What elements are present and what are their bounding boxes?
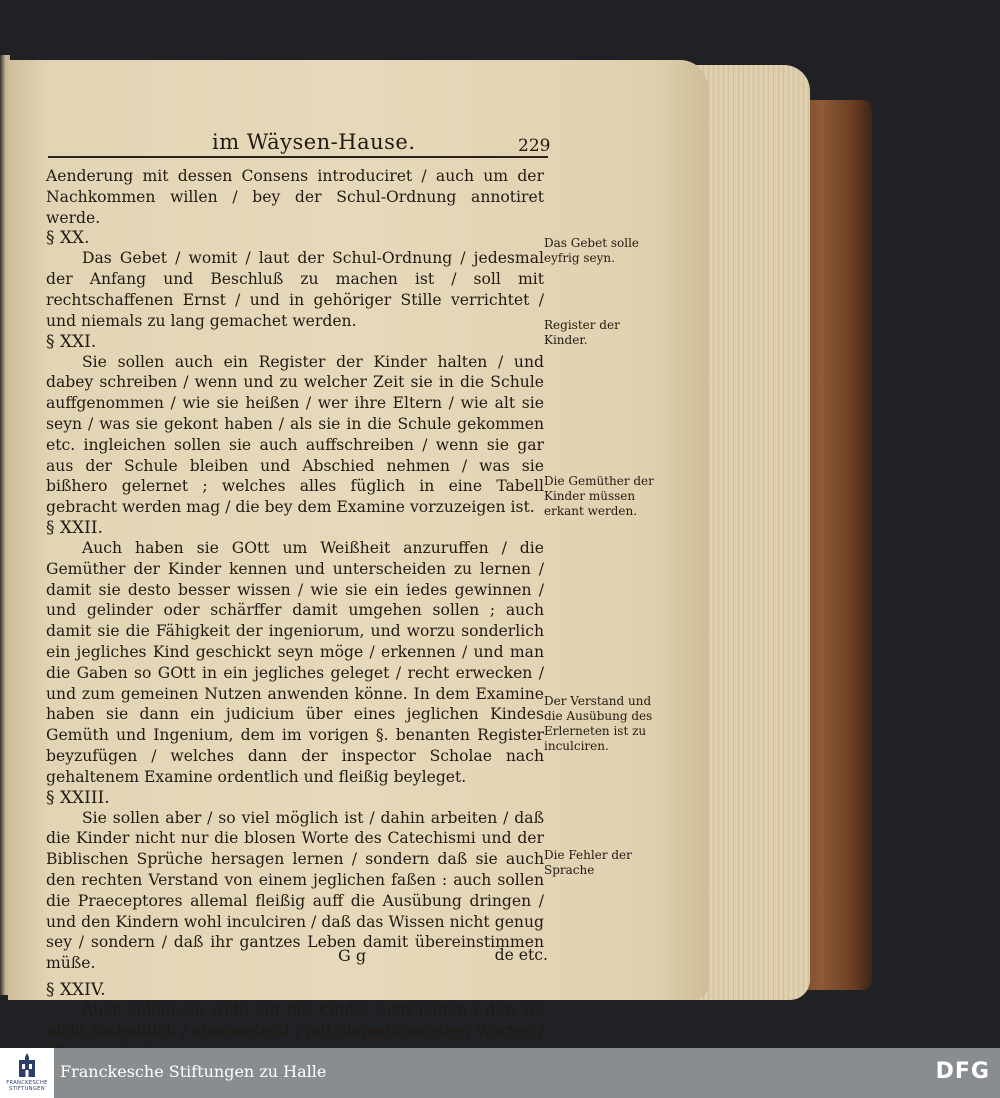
paragraph-intro: Aenderung mit dessen Consens introduciret / auch um der Nachkommen willen / bey der Schul-Ordnung annotiret werde.	[46, 167, 544, 227]
dfg-logo[interactable]: DFG	[935, 1059, 990, 1084]
section-heading-xxii: § XXII.	[46, 517, 103, 538]
page-edges	[690, 65, 810, 1000]
viewer-footer	[0, 1048, 1000, 1098]
catchword-line	[52, 946, 548, 964]
section-heading-xxiii: § XXIII.	[46, 787, 110, 808]
running-head: im Wäysen-Hause.	[212, 130, 416, 154]
main-text	[46, 166, 544, 1062]
margin-gloss-prayer: Das Gebet solle eyfrig seyn.	[544, 236, 640, 265]
section-heading-xx: § XX.	[46, 228, 90, 249]
institution-name[interactable]: Franckesche Stiftungen zu Halle	[60, 1062, 327, 1081]
header-rule	[48, 156, 548, 158]
margin-gloss-register: Register der Kinder.	[544, 318, 620, 347]
catchword: de etc.	[494, 946, 548, 964]
institution-logo[interactable]	[0, 1048, 54, 1098]
margin-gloss-understanding: Der Verstand und die Ausübung des Erlerneten ist zu inculciren.	[544, 694, 653, 753]
section-heading-xxiv: § XXIV.	[46, 979, 106, 1000]
paragraph-xx: Das Gebet / womit / laut der Schul-Ordnung / jedesmal der Anfang und Beschluß zu machen ist / soll mit rechtschaffenen Ernst / und in gehöriger Stille verrichtet / und niemals zu lang gemachet werden.	[46, 249, 544, 330]
page-number: 229	[518, 136, 551, 156]
paragraph-xxiii: Sie sollen aber / so viel möglich ist / dahin arbeiten / daß die Kinder nicht nur die blosen Worte des Catechismi und der Biblischen Sprüche hersagen lernen / sondern daß sie auch den rechten Verstand von einem jeglichen faßen : auch sollen die Praeceptores allemal fleißig auff die Ausübung dringen / und den Kindern wohl inculciren / daß das Wissen nicht genug sey / sondern / daß ihr gantzes Leben damit übereinstimmen müße.	[46, 808, 544, 973]
margin-gloss-temperament: Die Gemüther der Kinder müssen erkant werden.	[544, 474, 654, 518]
paragraph-xxi: Sie sollen auch ein Register der Kinder halten / und dabey schreiben / wenn und zu welcher Zeit sie in die Schule auffgenommen / wie sie heißen / wer ihre Eltern / wie alt sie seyn / was sie gekont haben / als sie in die Schule gekommen etc. ingleichen sollen sie auch auffschreiben / wenn sie gar aus der Schule bleiben und Abschied nehmen / was sie bißhero gelernet ; welches alles füglich in eine Tabell gebracht werden mag / die bey dem Examine vorzuzeigen ist.	[46, 352, 544, 517]
building-icon	[15, 1052, 39, 1078]
logo-label: FRANCKESCHE STIFTUNGEN	[6, 1080, 48, 1092]
margin-gloss-speech: Die Fehler der Sprache	[544, 848, 632, 877]
paragraph-xxii: Auch haben sie GOtt um Weißheit anzuruffen / die Gemüther der Kinder kennen und unterscheiden zu lernen / damit sie desto besser wissen / wie sie ein iedes gewinnen / und gelinder oder schärffer damit umgehen sollen ; auch damit sie die Fähigkeit der ingeniorum, und worzu sonderlich ein jegliches Kind geschickt seyn möge / erkennen / und man die Gaben so GOtt in ein jegliches geleget / recht erwecken / und zum gemeinen Nutzen anwenden könne. In dem Examine haben sie dann ein judicium über eines jeglichen Kindes Gemüth und Ingenium, dem im vorigen §. benanten Register beyzufügen / welches dann der inspector Scholae nach gehaltenem Examine ordentlich und fleißig beyleget.	[46, 538, 544, 786]
book-page	[8, 60, 708, 1040]
section-heading-xxi: § XXI.	[46, 331, 97, 352]
signature-mark: G g	[338, 946, 367, 965]
paragraph-xxiv: Auch sollen sie wohl auf die Kinder acht haben / daß sie nicht undeutlich / stammelend / mit abgestümmelten Worten /	[46, 1000, 544, 1040]
